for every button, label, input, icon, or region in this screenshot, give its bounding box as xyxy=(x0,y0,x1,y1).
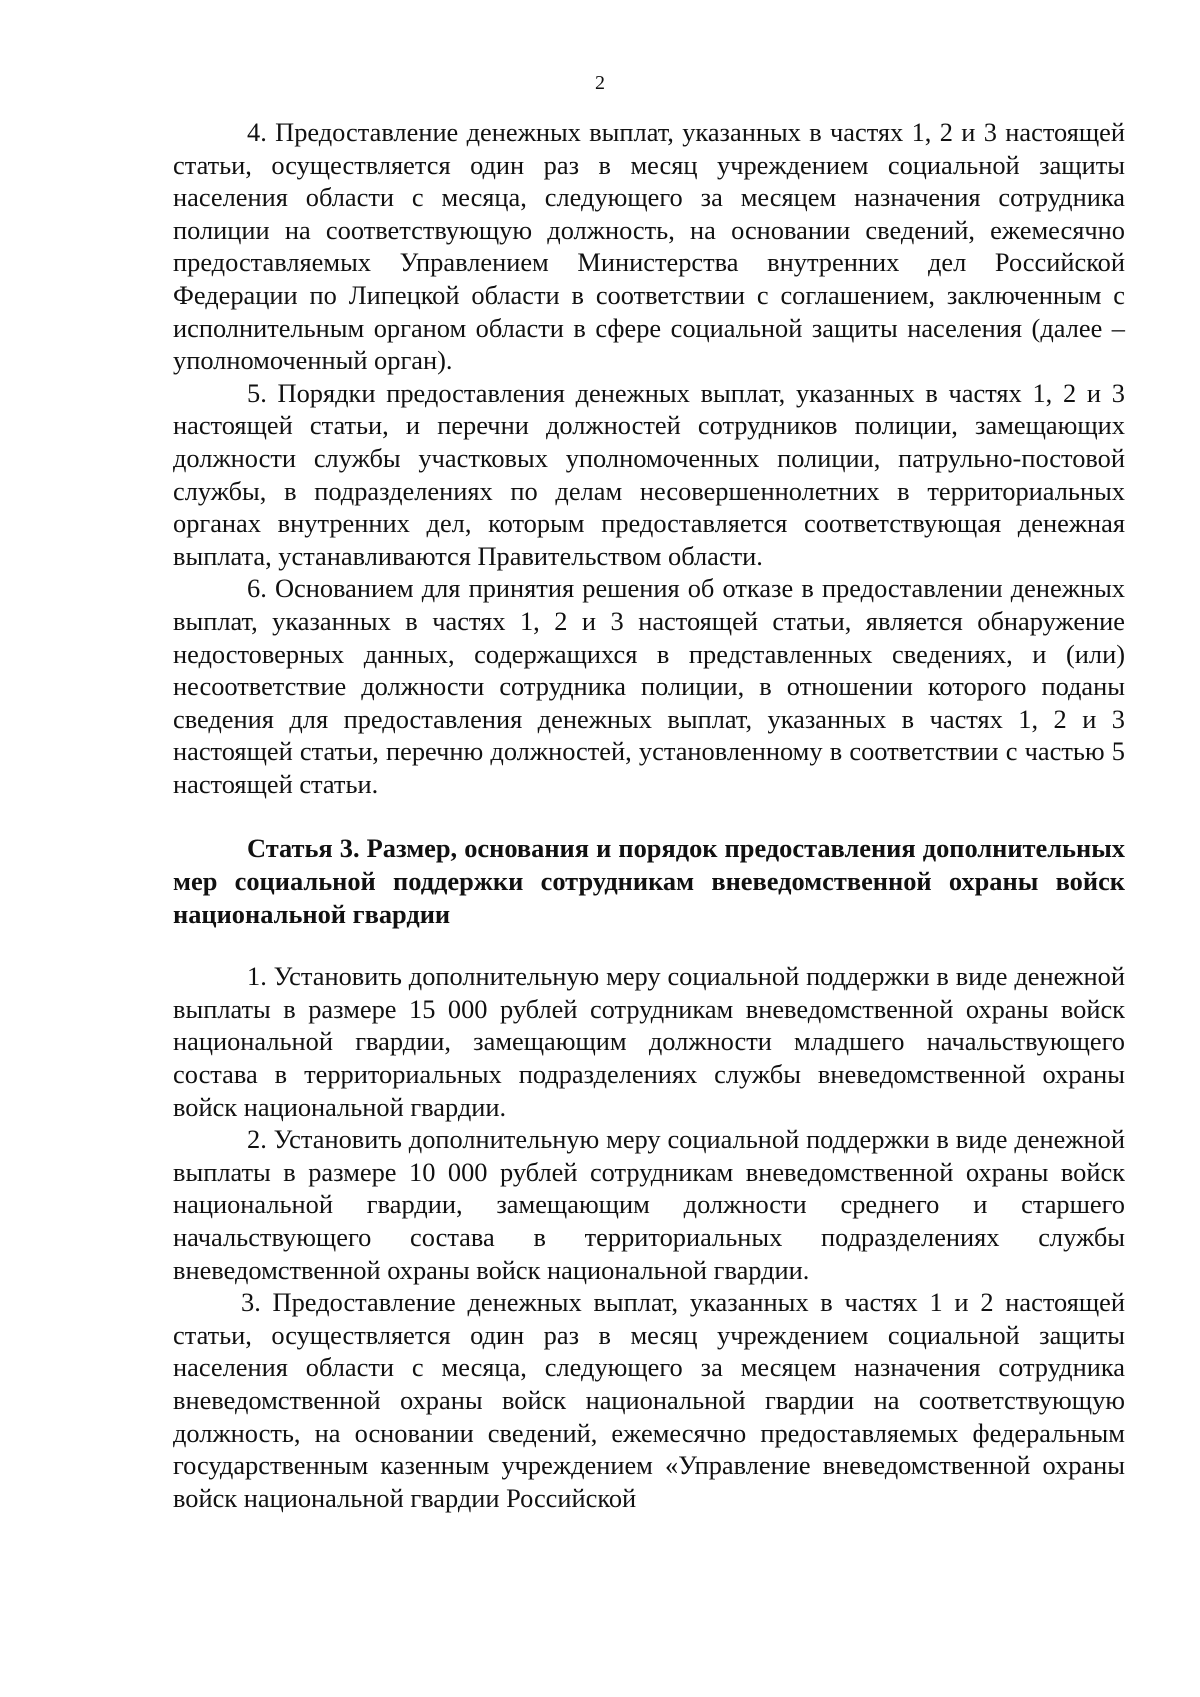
article3-paragraph-2: 2. Установить дополнительную меру социальной поддержки в виде денежной выплаты в размере 10 000 рублей сотрудникам вневедомственной охраны войск национальной гвардии, замещающим должности среднего и старшего начальствующего состава в территориальных подразделениях службы вневедомственной охраны войск национальной гвардии. xyxy=(173,1124,1125,1285)
page-number: 2 xyxy=(595,72,605,94)
article3-paragraph-1: 1. Установить дополнительную меру социальной поддержки в виде денежной выплаты в размере 15 000 рублей сотрудникам вневедомственной охраны войск национальной гвардии, замещающим должности младшего начальствующего состава в территориальных подразделениях службы вневедомственной охраны войск национальной гвардии. xyxy=(173,961,1125,1122)
article2-paragraph-5: 5. Порядки предоставления денежных выплат, указанных в частях 1, 2 и 3 настоящей статьи, и перечни должностей сотрудников полиции, замещающих должности службы участковых уполномоченных полиции, патрульно-постовой службы, в подразделениях по делам несовершеннолетних в территориальных органах внутренних дел, которым предоставляется соответствующая денежная выплата, устанавливаются Правительством области. xyxy=(173,377,1125,571)
article2-paragraph-4: 4. Предоставление денежных выплат, указанных в частях 1, 2 и 3 настоящей статьи, осуществляется один раз в месяц учреждением социальной защиты населения области с месяца, следующего за месяцем назначения сотрудника полиции на соответствующую должность, на основании сведений, ежемесячно предоставляемых Управлением Министерства внутренних дел Российской Федерации по Липецкой области в соответствии с соглашением, заключенным с исполнительным органом области в сфере социальной защиты населения (далее – уполномоченный орган). xyxy=(173,117,1125,376)
article3-heading: Статья 3. Размер, основания и порядок предоставления дополнительных мер социальной поддержки сотрудникам вневедомственной охраны войск национальной гвардии xyxy=(173,833,1125,929)
article3-paragraph-3: 3. Предоставление денежных выплат, указанных в частях 1 и 2 настоящей статьи, осуществляется один раз в месяц учреждением социальной защиты населения области с месяца, следующего за месяцем назначения сотрудника вневедомственной охраны войск национальной гвардии на соответствующую должность, на основании сведений, ежемесячно предоставляемых федеральным государственным казенным учреждением «Управление вневедомственной охраны войск национальной гвардии Российской xyxy=(173,1287,1125,1513)
document-body xyxy=(173,116,1125,1514)
article2-paragraph-6: 6. Основанием для принятия решения об отказе в предоставлении денежных выплат, указанных в частях 1, 2 и 3 настоящей статьи, является обнаружение недостоверных данных, содержащихся в представленных сведениях, и (или) несоответствие должности сотрудника полиции, в отношении которого поданы сведения для предоставления денежных выплат, указанных в частях 1, 2 и 3 настоящей статьи, перечню должностей, установленному в соответствии с частью 5 настоящей статьи. xyxy=(173,573,1125,799)
